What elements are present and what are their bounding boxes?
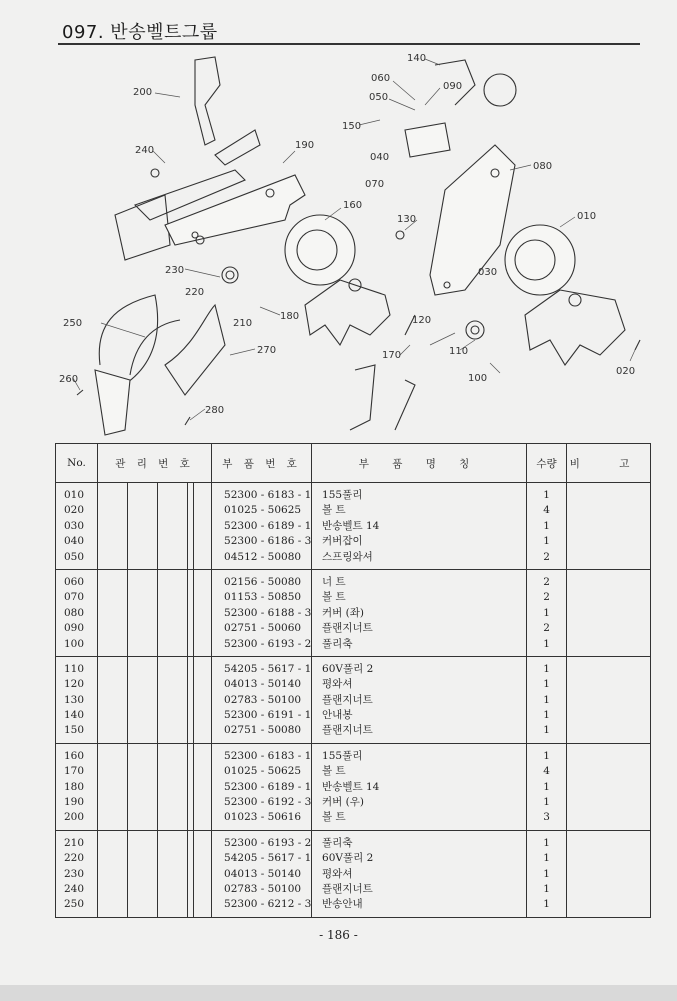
part-number: 52300 - 6212 - 3 [224,898,312,911]
mgmt-cell [128,743,158,830]
callout-070: 070 [365,179,385,190]
header-qty: 수량 [527,444,567,483]
part-name: 너 트 [322,575,346,588]
part-name: 커버잡이 [322,535,363,548]
part-number-column [212,743,312,830]
part-number-column [212,656,312,743]
part-index: 070 [64,591,85,604]
part-name-column [312,483,527,570]
part-number: 52300 - 6186 - 3 [224,535,312,548]
mgmt-cell [128,830,158,917]
part-number: 52300 - 6189 - 1 [224,780,312,793]
part-number: 04512 - 50080 [224,550,302,563]
callout-060: 060 [371,73,391,84]
part-name: 60V풀리 2 [322,662,374,675]
part-index: 140 [64,709,85,722]
callout-110: 110 [449,346,469,357]
part-index: 170 [64,765,85,778]
quantity: 1 [543,709,550,722]
quantity: 1 [543,606,550,619]
page-title: 097. 반송벨트그룹 [62,22,218,43]
quantity: 4 [543,765,550,778]
table-group [56,483,651,570]
callout-220: 220 [185,287,205,298]
mgmt-cell [128,656,158,743]
mgmt-cell [98,830,128,917]
quantity: 1 [543,678,550,691]
part-name-column [312,830,527,917]
part-name: 볼 트 [322,811,346,824]
part-name: 평와셔 [322,867,353,880]
callout-100: 100 [468,373,488,384]
quantity: 1 [543,724,550,737]
part-name: 커버 (우) [322,796,364,809]
part-name: 플랜지너트 [322,724,373,737]
part-name: 155풀리 [322,749,363,762]
callout-260: 260 [59,374,79,385]
part-number: 01025 - 50625 [224,504,302,517]
scan-edge-band [0,985,677,1001]
part-name-column [312,656,527,743]
mgmt-cell [98,656,128,743]
remarks-cell [567,569,651,656]
qty-column [527,743,567,830]
quantity: 1 [543,796,550,809]
callout-250: 250 [63,318,83,329]
part-index: 060 [64,575,85,588]
part-index: 150 [64,724,85,737]
qty-column [527,656,567,743]
qty-column [527,830,567,917]
part-name: 평와셔 [322,678,353,691]
part-name: 60V풀리 2 [322,852,374,865]
quantity: 1 [543,898,550,911]
callout-030: 030 [478,267,498,278]
part-number: 52300 - 6192 - 3 [224,796,312,809]
part-index: 180 [64,780,85,793]
header-no: No. [56,444,98,483]
part-name: 반송벨트 14 [322,519,380,532]
callout-010: 010 [577,211,597,222]
cover-left-drawing [430,145,515,295]
part-name: 커버 (좌) [322,606,364,619]
callout-210: 210 [233,318,253,329]
part-index: 220 [64,852,85,865]
callout-240: 240 [135,145,155,156]
quantity: 1 [543,535,550,548]
part-number: 54205 - 5617 - 1 [224,852,312,865]
no-column [56,656,98,743]
part-name: 볼 트 [322,765,346,778]
quantity: 1 [543,882,550,895]
callout-160: 160 [343,200,363,211]
no-column [56,483,98,570]
header-part-no: 부 품 번 호 [212,444,312,483]
mgmt-cell [98,483,128,570]
pulley-160-drawing [285,215,390,345]
part-name: 풀리축 [322,836,353,849]
part-index: 160 [64,749,85,762]
part-number-column [212,569,312,656]
part-index: 050 [64,550,85,563]
callout-050: 050 [369,92,389,103]
part-number: 04013 - 50140 [224,867,302,880]
part-name: 풀리축 [322,637,353,650]
quantity: 1 [543,637,550,650]
mgmt-cell [158,483,188,570]
remarks-cell [567,483,651,570]
part-number: 04013 - 50140 [224,678,302,691]
quantity: 1 [543,693,550,706]
quantity: 2 [543,550,550,563]
quantity: 1 [543,749,550,762]
callout-180: 180 [280,311,300,322]
callout-130: 130 [397,214,417,225]
part-name: 안내봉 [322,709,353,722]
mgmt-cell [128,569,158,656]
part-number: 02783 - 50100 [224,693,302,706]
remarks-cell [567,656,651,743]
part-number: 01153 - 50850 [224,591,302,604]
table-group [56,569,651,656]
part-number: 52300 - 6188 - 3 [224,606,312,619]
part-index: 100 [64,637,85,650]
callout-040: 040 [370,152,390,163]
quantity: 2 [543,575,550,588]
quantity: 2 [543,591,550,604]
mgmt-cell [194,743,212,830]
part-index: 200 [64,811,85,824]
part-name: 155풀리 [322,489,363,501]
quantity: 1 [543,780,550,793]
table-header-row [56,444,651,483]
part-number: 54205 - 5617 - 1 [224,662,312,675]
part-index: 090 [64,622,85,635]
no-column [56,743,98,830]
callout-140: 140 [407,53,427,64]
part-index: 110 [64,662,85,675]
part-number: 52300 - 6183 - 1 [224,489,312,501]
part-number: 01025 - 50625 [224,765,302,778]
part-name: 플랜지너트 [322,882,373,895]
part-number-column [212,483,312,570]
qty-column [527,483,567,570]
part-number-column [212,830,312,917]
no-column [56,830,98,917]
part-index: 190 [64,796,85,809]
exploded-parts-diagram [55,45,645,440]
quantity: 4 [543,504,550,517]
callout-270: 270 [257,345,277,356]
callout-200: 200 [133,87,153,98]
header-part-name: 부 품 명 칭 [312,444,527,483]
part-index: 010 [64,489,85,501]
guide-bars-drawing [95,295,415,435]
quantity: 1 [543,852,550,865]
part-name: 플랜지너트 [322,693,373,706]
part-index: 130 [64,693,85,706]
callout-150: 150 [342,121,362,132]
part-number: 52300 - 6193 - 2 [224,637,312,650]
cover-grip-drawing [405,60,516,157]
quantity: 1 [543,489,550,501]
part-name: 반송벨트 14 [322,780,380,793]
callout-120: 120 [412,315,432,326]
callout-230: 230 [165,265,185,276]
header-remarks: 비 고 [567,444,651,483]
mgmt-cell [194,569,212,656]
part-index: 080 [64,606,85,619]
callout-280: 280 [205,405,225,416]
part-number: 01023 - 50616 [224,811,302,824]
part-index: 230 [64,867,85,880]
part-number: 02751 - 50060 [224,622,302,635]
no-column [56,569,98,656]
part-index: 030 [64,519,85,532]
quantity: 1 [543,662,550,675]
callout-190: 190 [295,140,315,151]
table-group [56,743,651,830]
part-name: 볼 트 [322,504,346,517]
mgmt-cell [158,656,188,743]
part-number: 02156 - 50080 [224,575,302,588]
callout-020: 020 [616,366,636,377]
quantity: 3 [543,811,550,824]
page-number: - 186 - [319,928,358,942]
mgmt-cell [158,830,188,917]
mgmt-cell [98,743,128,830]
pulley-010-drawing [505,225,625,365]
part-number: 52300 - 6183 - 1 [224,749,312,762]
part-number: 02751 - 50080 [224,724,302,737]
qty-column [527,569,567,656]
quantity: 1 [543,836,550,849]
mgmt-cell [194,656,212,743]
part-name-column [312,743,527,830]
mgmt-cell [158,743,188,830]
part-name-column [312,569,527,656]
callout-170: 170 [382,350,402,361]
part-index: 210 [64,836,85,849]
mgmt-cell [194,830,212,917]
part-index: 020 [64,504,85,517]
quantity: 1 [543,519,550,532]
parts-table [55,443,651,918]
cover-right-drawing [165,175,305,245]
table-group [56,656,651,743]
part-name: 스프링와셔 [322,550,373,563]
part-number: 52300 - 6189 - 1 [224,519,312,532]
table-group [56,830,651,917]
callout-090: 090 [443,81,463,92]
mgmt-cell [194,483,212,570]
mgmt-cell [128,483,158,570]
remarks-cell [567,830,651,917]
part-number: 52300 - 6193 - 2 [224,836,312,849]
part-index: 240 [64,882,85,895]
part-name: 반송안내 [322,898,363,911]
remarks-cell [567,743,651,830]
part-index: 120 [64,678,85,691]
part-index: 250 [64,898,85,911]
mgmt-cell [98,569,128,656]
part-name: 볼 트 [322,591,346,604]
header-mgmt-no: 관 리 번 호 [98,444,212,483]
quantity: 1 [543,867,550,880]
part-number: 02783 - 50100 [224,882,302,895]
part-number: 52300 - 6191 - 1 [224,709,312,722]
part-index: 040 [64,535,85,548]
mgmt-cell [158,569,188,656]
part-name: 플랜지너트 [322,622,373,635]
quantity: 2 [543,622,550,635]
callout-080: 080 [533,161,553,172]
